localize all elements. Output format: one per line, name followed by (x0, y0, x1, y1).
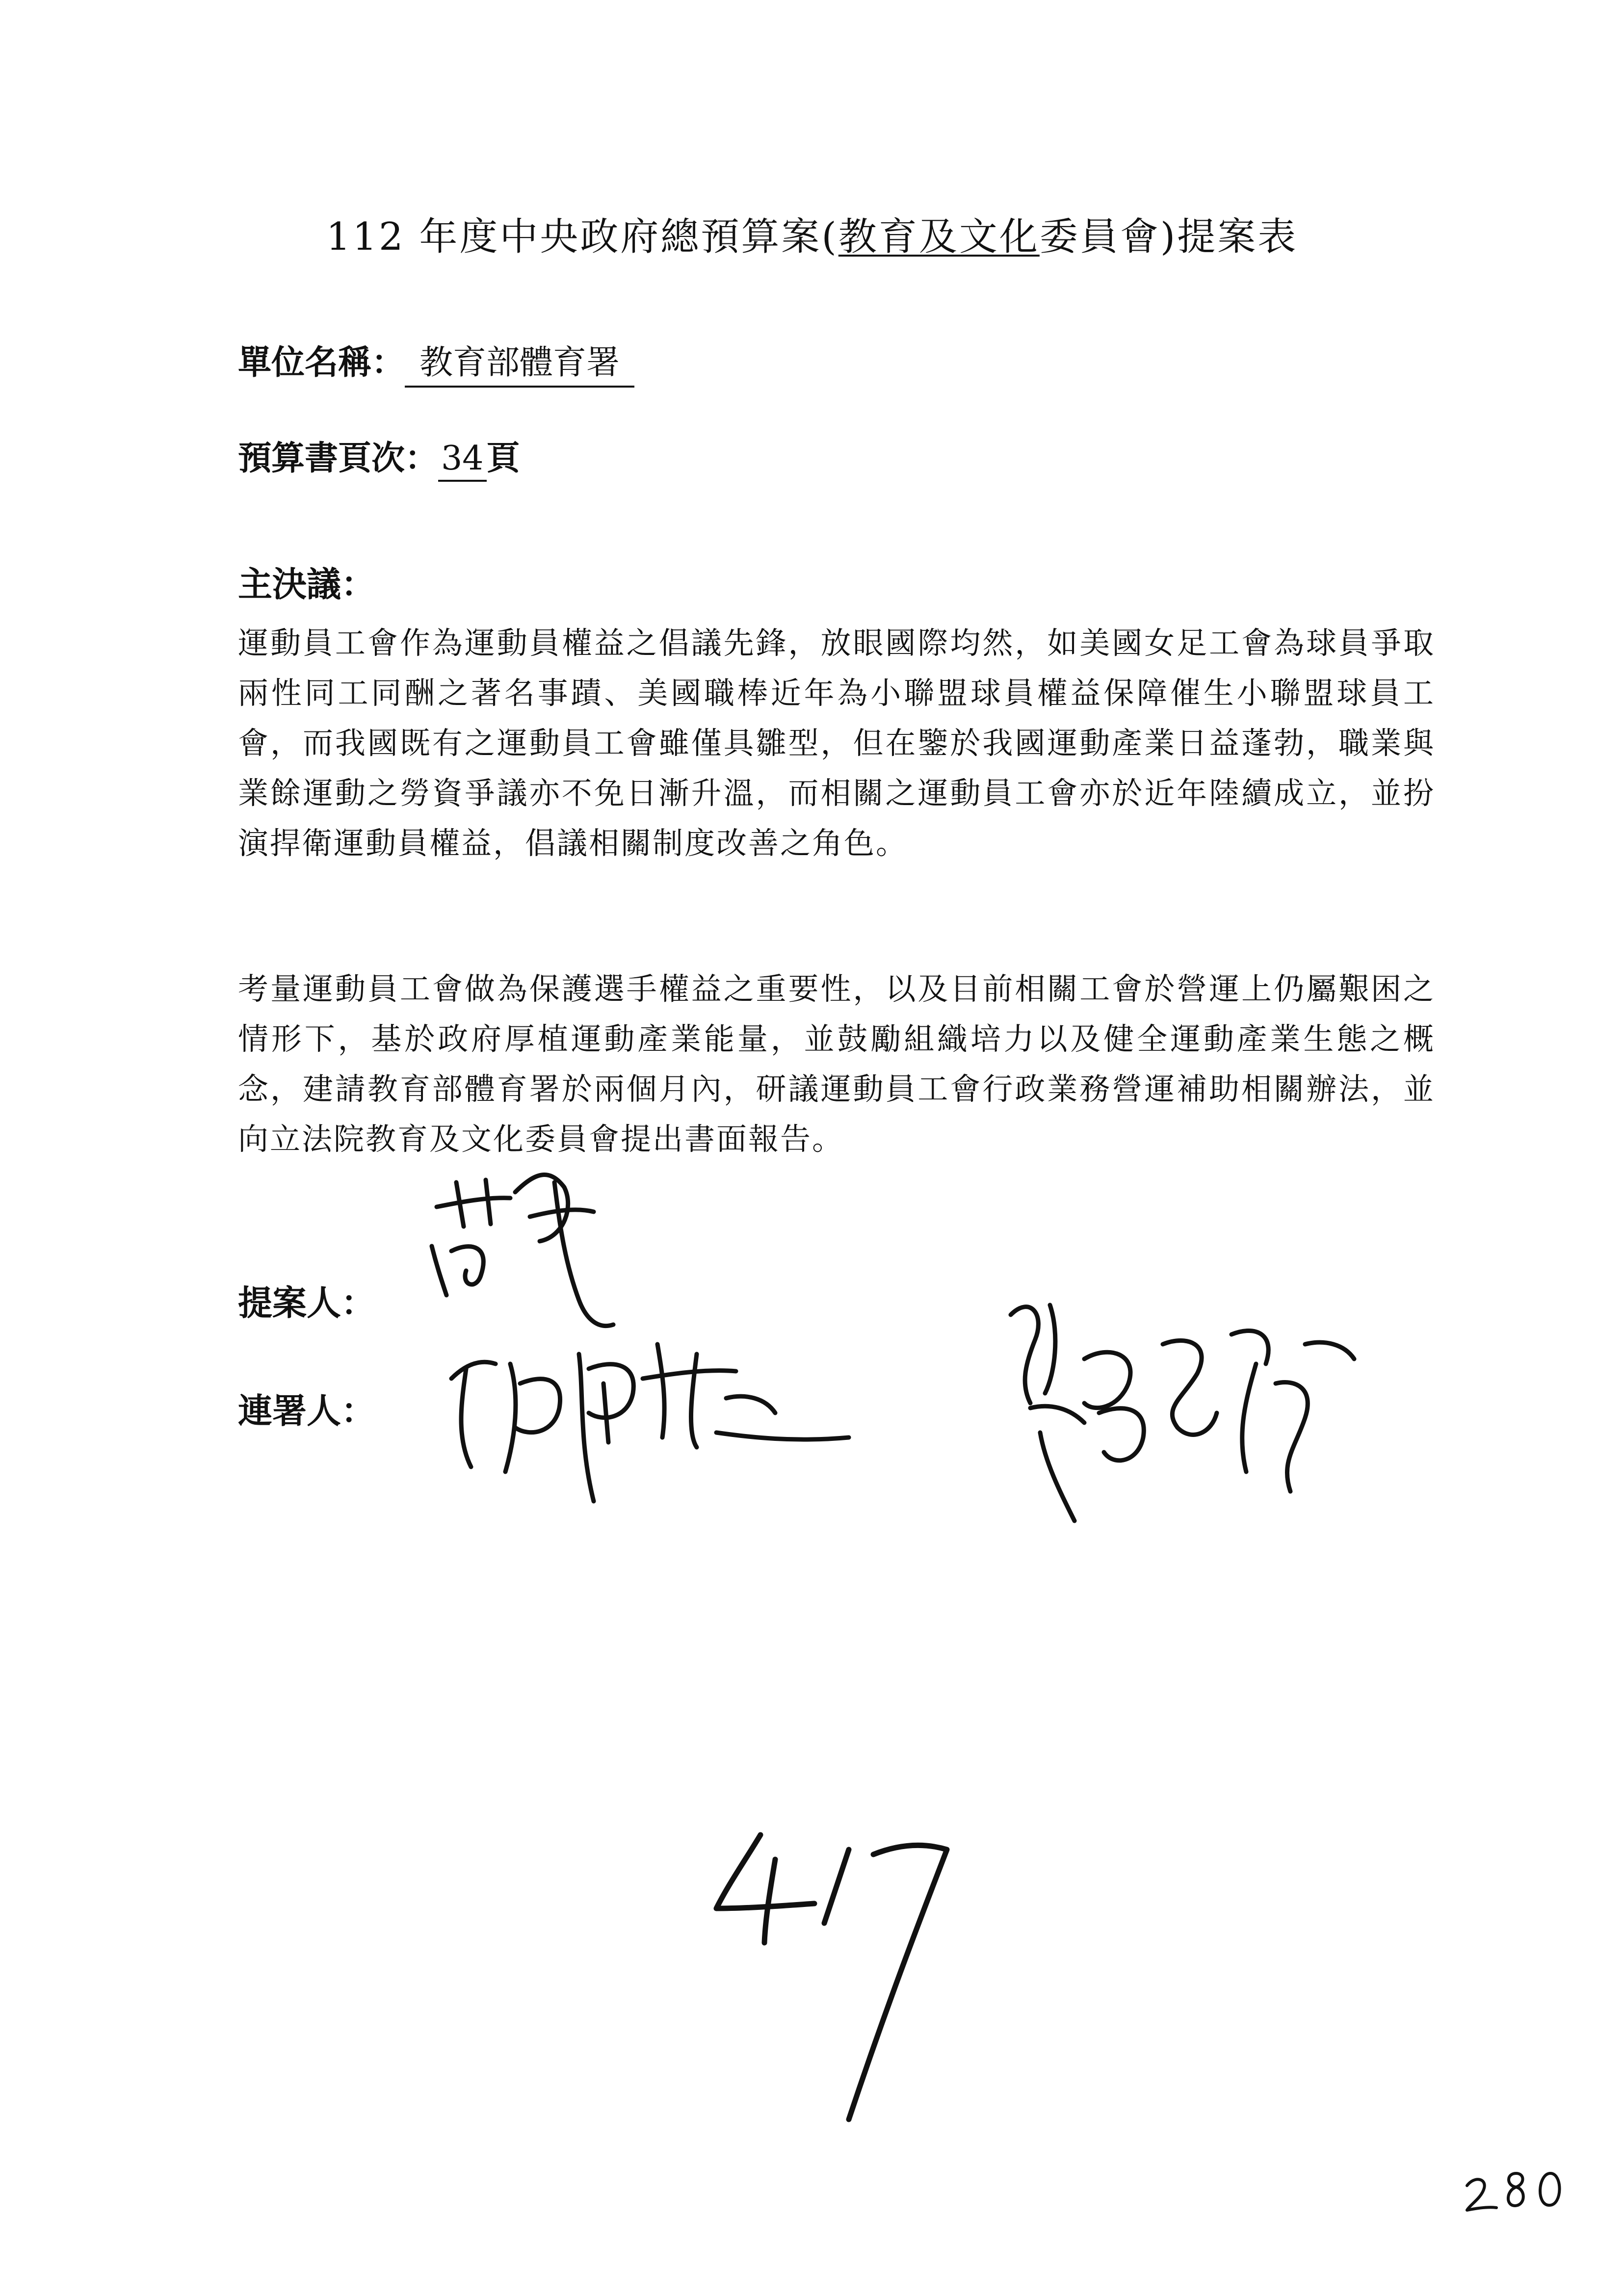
proposer-label: 提案人： (238, 1283, 375, 1323)
unit-field (238, 336, 634, 388)
corner-number-icon (1462, 2159, 1570, 2218)
cosigner-label: 連署人： (238, 1391, 375, 1431)
signature-cosigner-1-icon (432, 1325, 942, 1511)
resolution-heading: 主決議： (238, 564, 375, 604)
title-suffix: 委員會)提案表 (1039, 215, 1298, 259)
budget-page-suffix: 頁 (486, 439, 520, 478)
signature-proposer-icon (417, 1163, 623, 1339)
title-committee: 教育及文化 (838, 215, 1040, 259)
budget-page-field (238, 432, 520, 482)
budget-page-label: 預算書頁次： (238, 439, 439, 478)
resolution-paragraph-1: 運動員工會作為運動員權益之倡議先鋒，放眼國際均然，如美國女足工會為球員爭取兩性同工同酬之著名事蹟、美國職棒近年為小聯盟球員權益保障催生小聯盟球員工會，而我國既有之運動員工會雖僅具雛型，但在鑒於我國運動產業日益蓬勃，職業與業餘運動之勞資爭議亦不免日漸升溫，而相關之運動員工會亦於近年陸續成立，並扮演捍衛運動員權益，倡議相關制度改善之角色。 (238, 625, 1435, 861)
document-number-icon (702, 1815, 986, 2129)
unit-label: 單位名稱： (238, 343, 405, 382)
signature-cosigner-2-icon (1001, 1285, 1374, 1550)
document-title (0, 206, 1624, 261)
unit-value: 教育部體育署 (405, 336, 634, 388)
title-prefix: 112 年度中央政府總預算案( (326, 215, 838, 259)
resolution-paragraph-2: 考量運動員工會做為保護選手權益之重要性，以及目前相關工會於營運上仍屬艱困之情形下，基於政府厚植運動產業能量，並鼓勵組織培力以及健全運動產業生態之概念，建請教育部體育署於兩個月內，研議運動員工會行政業務營運補助相關辦法，並向立法院教育及文化委員會提出書面報告。 (238, 971, 1435, 1157)
budget-page-value: 34 (438, 439, 487, 482)
